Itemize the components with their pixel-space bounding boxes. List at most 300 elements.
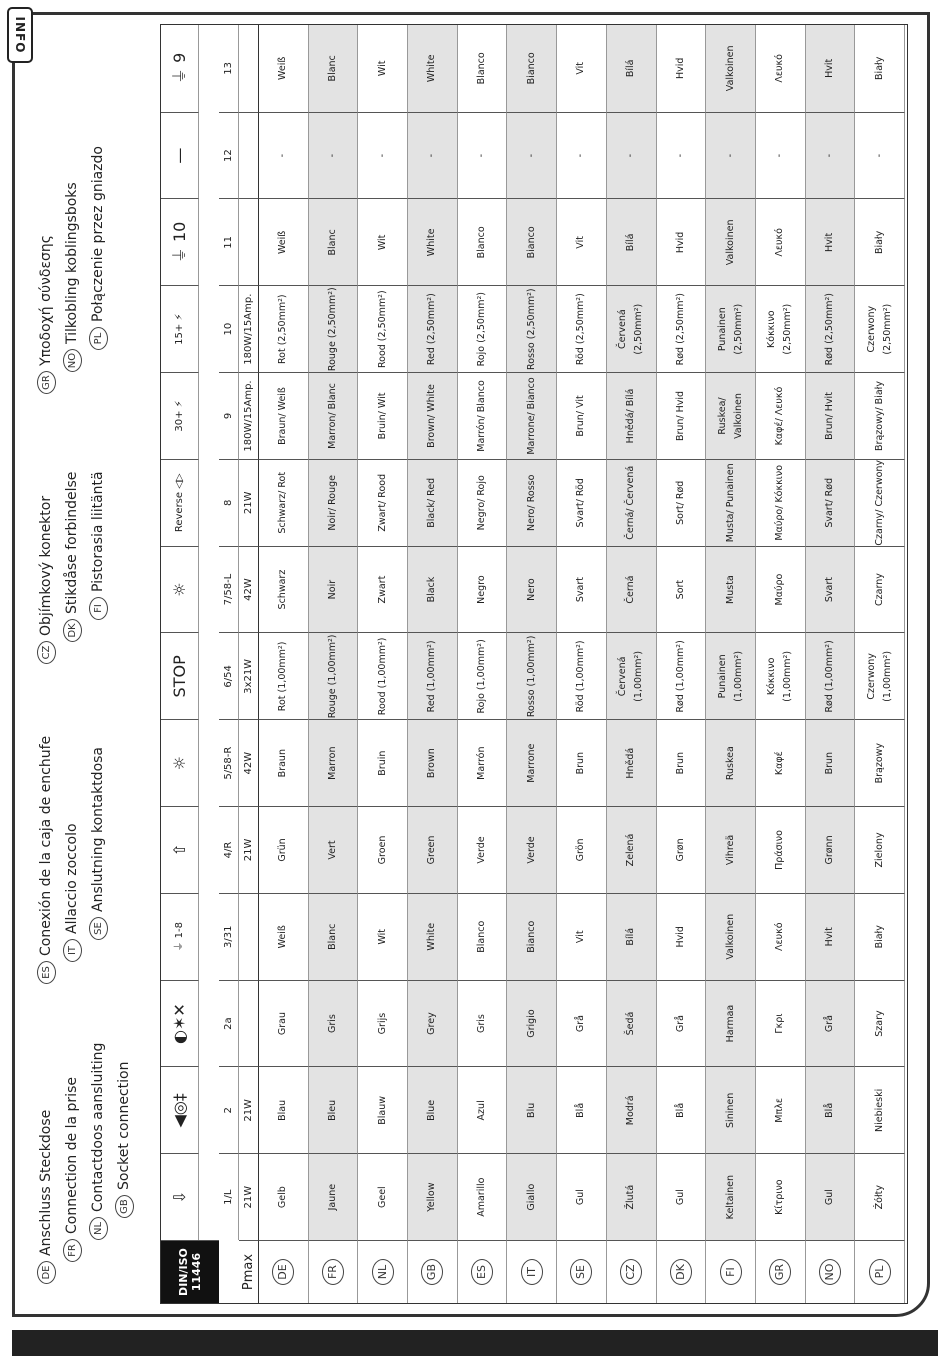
pmax-label: Pmax bbox=[239, 1240, 259, 1303]
header-number-row bbox=[219, 25, 239, 1303]
row-language bbox=[259, 1240, 309, 1303]
footer-bar bbox=[12, 1330, 938, 1356]
color-cell: Weiß bbox=[259, 198, 309, 285]
table-row bbox=[507, 25, 557, 1303]
color-cell: Grå bbox=[557, 980, 607, 1067]
row-language bbox=[458, 1240, 508, 1303]
legend-group bbox=[33, 146, 111, 394]
color-cell: Ruskea bbox=[706, 719, 756, 806]
legend-item bbox=[59, 146, 85, 372]
pmax-value bbox=[239, 25, 259, 112]
legend-text: Anschluss Steckdose bbox=[38, 1109, 54, 1256]
language-code-badge: GR bbox=[37, 371, 56, 394]
color-cell: Brun bbox=[557, 719, 607, 806]
language-code-badge: SE bbox=[570, 1259, 592, 1285]
color-cell: Gris bbox=[458, 980, 508, 1067]
color-cell: White bbox=[408, 25, 458, 112]
color-cell: - bbox=[259, 112, 309, 199]
color-cell: Giallo bbox=[507, 1153, 557, 1240]
color-cell: Λευκό bbox=[756, 198, 806, 285]
color-cell: Amarillo bbox=[458, 1153, 508, 1240]
color-cell: Brown/ White bbox=[408, 372, 458, 459]
color-cell: Brązowy/ Biały bbox=[855, 372, 905, 459]
color-cell: Svart/ Rød bbox=[806, 459, 856, 546]
color-cell: Κίτρινο bbox=[756, 1153, 806, 1240]
legend-item bbox=[85, 1043, 111, 1240]
color-cell: Grøn bbox=[657, 806, 707, 893]
color-cell: Sort bbox=[657, 546, 707, 633]
legend-text: Tilkobling koblingsboks bbox=[64, 182, 80, 344]
color-cell: Gul bbox=[557, 1153, 607, 1240]
color-cell: Zwart/ Rood bbox=[358, 459, 408, 546]
color-cell: Blanco bbox=[458, 198, 508, 285]
color-cell: Hvit bbox=[806, 25, 856, 112]
language-code-badge: PL bbox=[89, 327, 108, 350]
row-language bbox=[557, 1240, 607, 1303]
color-cell: Blå bbox=[657, 1066, 707, 1153]
row-language bbox=[309, 1240, 359, 1303]
color-cell: Musta/ Punainen bbox=[706, 459, 756, 546]
color-cell: Keltainen bbox=[706, 1153, 756, 1240]
row-language bbox=[756, 1240, 806, 1303]
color-cell: Valkoinen bbox=[706, 893, 756, 980]
legend-text: Allaccio zoccolo bbox=[64, 823, 80, 934]
color-cell: Šedá bbox=[607, 980, 657, 1067]
color-cell: Bílá bbox=[607, 893, 657, 980]
color-cell: Hvid bbox=[657, 25, 707, 112]
pmax-value: 42W bbox=[239, 719, 259, 806]
pin-number: 2 bbox=[219, 1066, 239, 1153]
language-legend bbox=[25, 44, 150, 1284]
column-icon bbox=[161, 632, 199, 719]
color-cell: Blanc bbox=[309, 25, 359, 112]
color-cell: - bbox=[607, 112, 657, 199]
language-code-badge: FI bbox=[720, 1259, 742, 1285]
color-cell: Λευκό bbox=[756, 893, 806, 980]
color-cell: Červená (1,00mm²) bbox=[607, 632, 657, 719]
rotated-content bbox=[25, 12, 925, 1312]
legend-text: Objímkový konektor bbox=[38, 495, 54, 636]
color-cell: Marron bbox=[309, 719, 359, 806]
color-cell: Jaune bbox=[309, 1153, 359, 1240]
color-cell: Blu bbox=[507, 1066, 557, 1153]
legend-item bbox=[59, 736, 85, 962]
legend-item bbox=[33, 736, 59, 984]
pmax-value: 21W bbox=[239, 1153, 259, 1240]
color-cell: Brun bbox=[806, 719, 856, 806]
color-cell: Brun bbox=[657, 719, 707, 806]
language-code-badge: FR bbox=[322, 1259, 344, 1285]
column-icon bbox=[161, 806, 199, 893]
column-icon bbox=[161, 198, 199, 285]
table-row bbox=[657, 25, 707, 1303]
pin-number: 5/58-R bbox=[219, 719, 239, 806]
legend-item bbox=[59, 471, 85, 642]
color-cell: Negro bbox=[458, 546, 508, 633]
pmax-value: 3x21W bbox=[239, 632, 259, 719]
column-icon bbox=[161, 112, 199, 199]
pin-3-icon: ◐✶✕ bbox=[169, 1003, 189, 1044]
color-cell: Vit bbox=[557, 25, 607, 112]
color-cell: Nero bbox=[507, 546, 557, 633]
color-cell: Svart bbox=[806, 546, 856, 633]
language-code-badge: GR bbox=[769, 1259, 791, 1285]
color-cell: Rød (1,00mm²) bbox=[806, 632, 856, 719]
pin-number: 9 bbox=[219, 372, 239, 459]
language-code-badge: DE bbox=[272, 1259, 294, 1285]
pin-14-icon: ⏚ 9 bbox=[169, 52, 189, 84]
color-cell: Rood (1,00mm²) bbox=[358, 632, 408, 719]
table-row bbox=[706, 25, 756, 1303]
table-row bbox=[309, 25, 359, 1303]
color-cell: Rosso (2,50mm²) bbox=[507, 285, 557, 372]
pin-number: 8 bbox=[219, 459, 239, 546]
color-cell: Hnědá bbox=[607, 719, 657, 806]
pin-11-icon: 15+ ⚡ bbox=[173, 313, 185, 345]
color-cell: Sort/ Rød bbox=[657, 459, 707, 546]
color-cell: Καφέ/ Λευκό bbox=[756, 372, 806, 459]
language-code-badge: DK bbox=[63, 619, 82, 642]
pin-number: 7/58-L bbox=[219, 546, 239, 633]
pmax-value: 180W/15Amp. bbox=[239, 372, 259, 459]
legend-item bbox=[111, 1043, 137, 1218]
color-cell: Sininen bbox=[706, 1066, 756, 1153]
column-icon bbox=[161, 546, 199, 633]
pmax-value: 21W bbox=[239, 459, 259, 546]
din-iso-label: DIN/ISO 11446 bbox=[175, 1241, 205, 1303]
pmax-row bbox=[239, 25, 259, 1303]
color-cell: Γκρι bbox=[756, 980, 806, 1067]
corner-cell bbox=[161, 1240, 219, 1303]
pin-13-icon: — bbox=[169, 147, 189, 164]
language-code-badge: FR bbox=[63, 1239, 82, 1262]
color-cell: Blanc bbox=[309, 893, 359, 980]
language-code-badge: CZ bbox=[37, 641, 56, 664]
table-row bbox=[458, 25, 508, 1303]
color-cell: Valkoinen bbox=[706, 198, 756, 285]
color-cell: Κόκκινο (2,50mm²) bbox=[756, 285, 806, 372]
pin-number: 11 bbox=[219, 198, 239, 285]
color-cell: Hvid bbox=[657, 198, 707, 285]
color-cell: Black bbox=[408, 546, 458, 633]
color-cell: Rot (2,50mm²) bbox=[259, 285, 309, 372]
language-code-badge: IT bbox=[521, 1259, 543, 1285]
color-cell: Grønn bbox=[806, 806, 856, 893]
color-cell: Žlutá bbox=[607, 1153, 657, 1240]
pin-number: 13 bbox=[219, 25, 239, 112]
color-cell: Geel bbox=[358, 1153, 408, 1240]
color-cell: Noir bbox=[309, 546, 359, 633]
color-cell: Brun/ Vit bbox=[557, 372, 607, 459]
color-cell: Gul bbox=[657, 1153, 707, 1240]
row-language bbox=[408, 1240, 458, 1303]
pin-10-icon: 30+ ⚡ bbox=[173, 400, 185, 432]
color-cell: Schwarz/ Rot bbox=[259, 459, 309, 546]
column-icon bbox=[161, 25, 199, 112]
table-row bbox=[756, 25, 806, 1303]
color-cell: Πράσινο bbox=[756, 806, 806, 893]
color-cell: Azul bbox=[458, 1066, 508, 1153]
language-code-badge: FI bbox=[89, 597, 108, 620]
color-cell: Blau bbox=[259, 1066, 309, 1153]
language-code-badge: NL bbox=[89, 1217, 108, 1240]
color-cell: Weiß bbox=[259, 25, 309, 112]
color-cell: Musta bbox=[706, 546, 756, 633]
color-cell: - bbox=[408, 112, 458, 199]
legend-text: Socket connection bbox=[116, 1061, 132, 1190]
table-row bbox=[607, 25, 657, 1303]
color-cell: Zelená bbox=[607, 806, 657, 893]
row-language bbox=[607, 1240, 657, 1303]
pin-8-icon: ☼ bbox=[169, 582, 189, 597]
language-code-badge: SE bbox=[89, 917, 108, 940]
color-cell: Blauw bbox=[358, 1066, 408, 1153]
color-cell: Bleu bbox=[309, 1066, 359, 1153]
color-cell: Blå bbox=[806, 1066, 856, 1153]
legend-group bbox=[33, 736, 111, 984]
color-cell: - bbox=[458, 112, 508, 199]
color-cell: Zielony bbox=[855, 806, 905, 893]
color-cell: Grå bbox=[657, 980, 707, 1067]
color-cell: Brown bbox=[408, 719, 458, 806]
pin-number: 10 bbox=[219, 285, 239, 372]
pin-5-icon: ⇧ bbox=[169, 843, 189, 857]
pin-number: 6/54 bbox=[219, 632, 239, 719]
color-cell: Blå bbox=[557, 1066, 607, 1153]
color-cell: - bbox=[358, 112, 408, 199]
table-row bbox=[259, 25, 309, 1303]
language-code-badge: GB bbox=[115, 1195, 134, 1218]
color-cell: Vit bbox=[557, 198, 607, 285]
color-cell: Braun bbox=[259, 719, 309, 806]
pin-7-icon: STOP bbox=[169, 655, 189, 698]
color-cell: Rouge (2,50mm²) bbox=[309, 285, 359, 372]
language-code-badge: NO bbox=[819, 1259, 841, 1285]
color-cell: Red (2,50mm²) bbox=[408, 285, 458, 372]
color-cell: Gul bbox=[806, 1153, 856, 1240]
color-cell: Green bbox=[408, 806, 458, 893]
pmax-value bbox=[239, 893, 259, 980]
color-cell: Schwarz bbox=[259, 546, 309, 633]
color-cell: Zwart bbox=[358, 546, 408, 633]
color-cell: Bruin bbox=[358, 719, 408, 806]
color-cell: Red (1,00mm²) bbox=[408, 632, 458, 719]
color-cell: Rød (2,50mm²) bbox=[657, 285, 707, 372]
color-cell: Svart bbox=[557, 546, 607, 633]
table-row bbox=[358, 25, 408, 1303]
legend-item bbox=[33, 146, 59, 394]
language-code-badge: IT bbox=[63, 939, 82, 962]
color-cell: Vit bbox=[557, 893, 607, 980]
color-cell: Czarny bbox=[855, 546, 905, 633]
color-cell: Noir/ Rouge bbox=[309, 459, 359, 546]
pmax-value: 42W bbox=[239, 546, 259, 633]
color-cell: Żółty bbox=[855, 1153, 905, 1240]
color-cell: Niebieski bbox=[855, 1066, 905, 1153]
color-cell: Grey bbox=[408, 980, 458, 1067]
pin-number: 2a bbox=[219, 980, 239, 1067]
color-cell: Hvit bbox=[806, 198, 856, 285]
color-cell: Weiß bbox=[259, 893, 309, 980]
color-cell: - bbox=[507, 112, 557, 199]
color-cell: White bbox=[408, 198, 458, 285]
legend-item bbox=[33, 1043, 59, 1284]
color-cell: Μπλε bbox=[756, 1066, 806, 1153]
legend-text: Contactdoos aansluiting bbox=[90, 1042, 106, 1212]
column-icon bbox=[161, 285, 199, 372]
color-cell: Negro/ Rojo bbox=[458, 459, 508, 546]
table-row bbox=[408, 25, 458, 1303]
color-cell: Punainen (1,00mm²) bbox=[706, 632, 756, 719]
color-cell: - bbox=[855, 112, 905, 199]
pin-number: 1/L bbox=[219, 1153, 239, 1240]
color-cell: Bianco bbox=[507, 893, 557, 980]
language-code-badge: PL bbox=[869, 1259, 891, 1285]
legend-item bbox=[85, 146, 111, 350]
legend-item bbox=[59, 1043, 85, 1262]
legend-text: Connection de la prise bbox=[64, 1077, 80, 1234]
color-cell: Brun/ Hvit bbox=[806, 372, 856, 459]
color-cell: Czerwony (2,50mm²) bbox=[855, 285, 905, 372]
color-cell: Röd (1,00mm²) bbox=[557, 632, 607, 719]
color-cell: Yellow bbox=[408, 1153, 458, 1240]
pmax-value: 21W bbox=[239, 1066, 259, 1153]
color-cell: Modrá bbox=[607, 1066, 657, 1153]
color-cell: Vihreä bbox=[706, 806, 756, 893]
legend-text: Połączenie przez gniazdo bbox=[90, 146, 106, 322]
color-cell: Grau bbox=[259, 980, 309, 1067]
language-code-badge: CZ bbox=[620, 1259, 642, 1285]
color-cell: Bílá bbox=[607, 198, 657, 285]
color-cell: Gris bbox=[309, 980, 359, 1067]
pin-number: 4/R bbox=[219, 806, 239, 893]
color-cell: Biały bbox=[855, 25, 905, 112]
color-cell: Grijs bbox=[358, 980, 408, 1067]
color-cell: Verde bbox=[458, 806, 508, 893]
color-cell: Černá/ Červená bbox=[607, 459, 657, 546]
info-badge: INFO bbox=[7, 7, 33, 63]
column-icon bbox=[161, 1066, 199, 1153]
color-cell: Grå bbox=[806, 980, 856, 1067]
color-cell: White bbox=[408, 893, 458, 980]
pin-4-icon: ⏚ 1-8 bbox=[173, 922, 185, 952]
pin-9-icon: Reverse ◁▷ bbox=[173, 473, 185, 533]
color-cell: Bianco bbox=[507, 198, 557, 285]
color-cell: Rojo (2,50mm²) bbox=[458, 285, 508, 372]
color-cell: Wit bbox=[358, 25, 408, 112]
color-cell: Harmaa bbox=[706, 980, 756, 1067]
color-cell: Ruskea/ Valkoinen bbox=[706, 372, 756, 459]
legend-item bbox=[85, 736, 111, 940]
pin-1-icon: ⇩ bbox=[169, 1190, 189, 1204]
language-code-badge: ES bbox=[471, 1259, 493, 1285]
color-cell: Bianco bbox=[507, 25, 557, 112]
color-cell: - bbox=[309, 112, 359, 199]
color-cell: Czarny/ Czerwony bbox=[855, 459, 905, 546]
language-code-badge: DK bbox=[670, 1259, 692, 1285]
row-language bbox=[358, 1240, 408, 1303]
color-cell: Marrón bbox=[458, 719, 508, 806]
color-cell: Rouge (1,00mm²) bbox=[309, 632, 359, 719]
color-cell: Grön bbox=[557, 806, 607, 893]
color-cell: Verde bbox=[507, 806, 557, 893]
color-cell: Blanc bbox=[309, 198, 359, 285]
legend-text: Stikdåse forbindelse bbox=[64, 471, 80, 614]
legend-item bbox=[33, 471, 59, 664]
pmax-value: 21W bbox=[239, 806, 259, 893]
color-cell: Rosso (1,00mm²) bbox=[507, 632, 557, 719]
column-icon bbox=[161, 893, 199, 980]
table-row bbox=[557, 25, 607, 1303]
color-cell: Rød (2,50mm²) bbox=[806, 285, 856, 372]
row-language bbox=[855, 1240, 905, 1303]
color-cell: Vert bbox=[309, 806, 359, 893]
color-cell: Brun/ Hvid bbox=[657, 372, 707, 459]
pin-number: 3/31 bbox=[219, 893, 239, 980]
color-cell: Groen bbox=[358, 806, 408, 893]
color-cell: Szary bbox=[855, 980, 905, 1067]
pin-2-icon: ◀◎‡ bbox=[169, 1093, 189, 1128]
color-cell: - bbox=[756, 112, 806, 199]
column-icon bbox=[161, 459, 199, 546]
wiring-table bbox=[160, 24, 908, 1304]
color-cell: Rød (1,00mm²) bbox=[657, 632, 707, 719]
legend-group bbox=[33, 471, 111, 664]
pmax-value: 180W/15Amp. bbox=[239, 285, 259, 372]
color-cell: - bbox=[657, 112, 707, 199]
color-cell: Punainen (2,50mm²) bbox=[706, 285, 756, 372]
legend-text: Conexión de la caja de enchufe bbox=[38, 735, 54, 956]
pin-6-icon: ☼ bbox=[169, 756, 189, 771]
color-cell: - bbox=[806, 112, 856, 199]
color-cell: Marrone/ Bianco bbox=[507, 372, 557, 459]
color-cell: Μαύρο/ Κόκκινο bbox=[756, 459, 806, 546]
color-cell: Blanco bbox=[458, 25, 508, 112]
pmax-value bbox=[239, 198, 259, 285]
color-cell: Brązowy bbox=[855, 719, 905, 806]
color-cell: Wit bbox=[358, 198, 408, 285]
table-row bbox=[855, 25, 905, 1303]
color-cell: - bbox=[557, 112, 607, 199]
color-cell: Nero/ Rosso bbox=[507, 459, 557, 546]
language-code-badge: NL bbox=[372, 1259, 394, 1285]
color-cell: Biały bbox=[855, 893, 905, 980]
column-icon bbox=[161, 372, 199, 459]
language-code-badge: ES bbox=[37, 961, 56, 984]
row-language bbox=[806, 1240, 856, 1303]
row-language bbox=[657, 1240, 707, 1303]
legend-text: Pistorasia liitäntä bbox=[90, 471, 106, 592]
color-cell: Rot (1,00mm²) bbox=[259, 632, 309, 719]
color-cell: - bbox=[706, 112, 756, 199]
column-icon bbox=[161, 980, 199, 1067]
color-cell: Καφέ bbox=[756, 719, 806, 806]
color-cell: Rojo (1,00mm²) bbox=[458, 632, 508, 719]
color-cell: Rood (2,50mm²) bbox=[358, 285, 408, 372]
pin-12-icon: ⏚ 10 bbox=[169, 221, 189, 264]
color-cell: Grigio bbox=[507, 980, 557, 1067]
color-cell: Marrón/ Blanco bbox=[458, 372, 508, 459]
language-code-badge: GB bbox=[421, 1259, 443, 1285]
color-cell: Blue bbox=[408, 1066, 458, 1153]
color-cell: Λευκό bbox=[756, 25, 806, 112]
color-cell: Röd (2,50mm²) bbox=[557, 285, 607, 372]
color-cell: Svart/ Röd bbox=[557, 459, 607, 546]
color-cell: Bílá bbox=[607, 25, 657, 112]
color-cell: Biały bbox=[855, 198, 905, 285]
color-cell: Μαύρο bbox=[756, 546, 806, 633]
legend-text: Υποδοχή σύνδεσης bbox=[38, 235, 54, 366]
